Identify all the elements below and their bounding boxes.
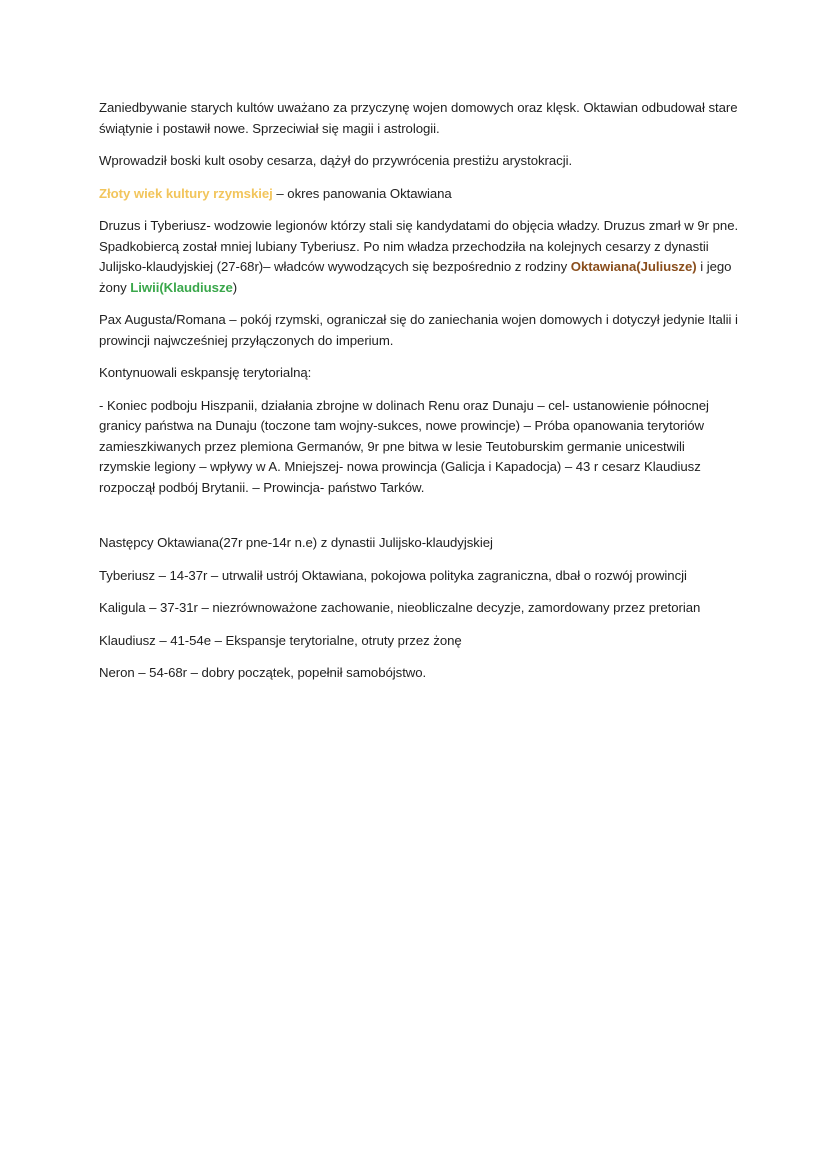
paragraph-golden-age	[99, 184, 739, 205]
paragraph-tyberiusz: Tyberiusz – 14-37r – utrwalił ustrój Oktawiana, pokojowa polityka zagraniczna, dbał o rozwój prowincji	[99, 567, 687, 583]
succession-text: Druzus i Tyberiusz- wodzowie legionów którzy stali się kandydatami do objęcia władzy. Druzus zmarł w 9r pne. Spadkobiercą został mniej lubiany Tyberiusz. Po nim władza przechodziła na kolejnych cesarzy z dynastii Julijsko-klaudyjskiej (27-68r)– władców wywodzących się bezpośrednio z rodziny	[99, 218, 739, 274]
document-page	[99, 98, 739, 696]
name-oktawiana: Oktawiana(Juliusze)	[570, 259, 697, 274]
spacer	[99, 510, 739, 533]
name-liwii: Liwii(Klaudiusze	[130, 279, 233, 295]
paragraph-expansion-details: - Koniec podboju Hiszpanii, działania zbrojne w dolinach Renu oraz Dunaju – cel- ustanowienie północnej granicy państwa na Dunaju (toczone tam wojny-sukces, nowe prowincje) – Próba opanowania terytoriów zamieszkiwanych przez plemiona Germanów, 9r pne bitwa w lesie Teutoburskim germanie unicestwili rzymskie legiony – wpływy w A. Mniejszej- nowa prowincja (Galicja i Kapadocja) – 43 r cesarz Klaudiusz rozpoczął podbój Brytanii. – Prowincja- państwo Tarków.	[99, 397, 709, 495]
paragraph-kaligula: Kaligula – 37-31r – niezrównoważone zachowanie, nieobliczalne decyzje, zamordowany przez pretorian	[99, 600, 701, 615]
paragraph-klaudiusz: Klaudiusz – 41-54e – Ekspansje terytorialne, otruty przez żonę	[99, 632, 462, 648]
paragraph-pax-romana: Pax Augusta/Romana – pokój rzymski, ograniczał się do zaniechania wojen domowych i dotyczył jedynie Italii i prowincji najwcześniej przyłączonych do imperium.	[99, 312, 738, 348]
paragraph-emperor-cult: Wprowadził boski kult osoby cesarza, dążył do przywrócenia prestiżu arystokracji.	[99, 153, 573, 168]
paragraph-succession	[99, 216, 739, 298]
paragraph-cults: Zaniedbywanie starych kultów uważano za przyczynę wojen domowych oraz klęsk. Oktawian odbudował stare świątynie i postawił nowe. Sprzeciwiał się magii i astrologii.	[99, 100, 738, 136]
golden-age-rest: – okres panowania Oktawiana	[272, 185, 452, 201]
golden-age-highlight: Złoty wiek kultury rzymskiej	[99, 185, 273, 201]
paragraph-successors-heading: Następcy Oktawiana(27r pne-14r n.e) z dynastii Julijsko-klaudyjskiej	[99, 535, 493, 550]
succession-mid: i jego żony	[99, 259, 732, 295]
paragraph-expansion-heading: Kontynuowali eskpansję terytorialną:	[99, 365, 312, 380]
paragraph-neron: Neron – 54-68r – dobry początek, popełnił samobójstwo.	[99, 665, 427, 680]
succession-end: )	[232, 279, 238, 295]
